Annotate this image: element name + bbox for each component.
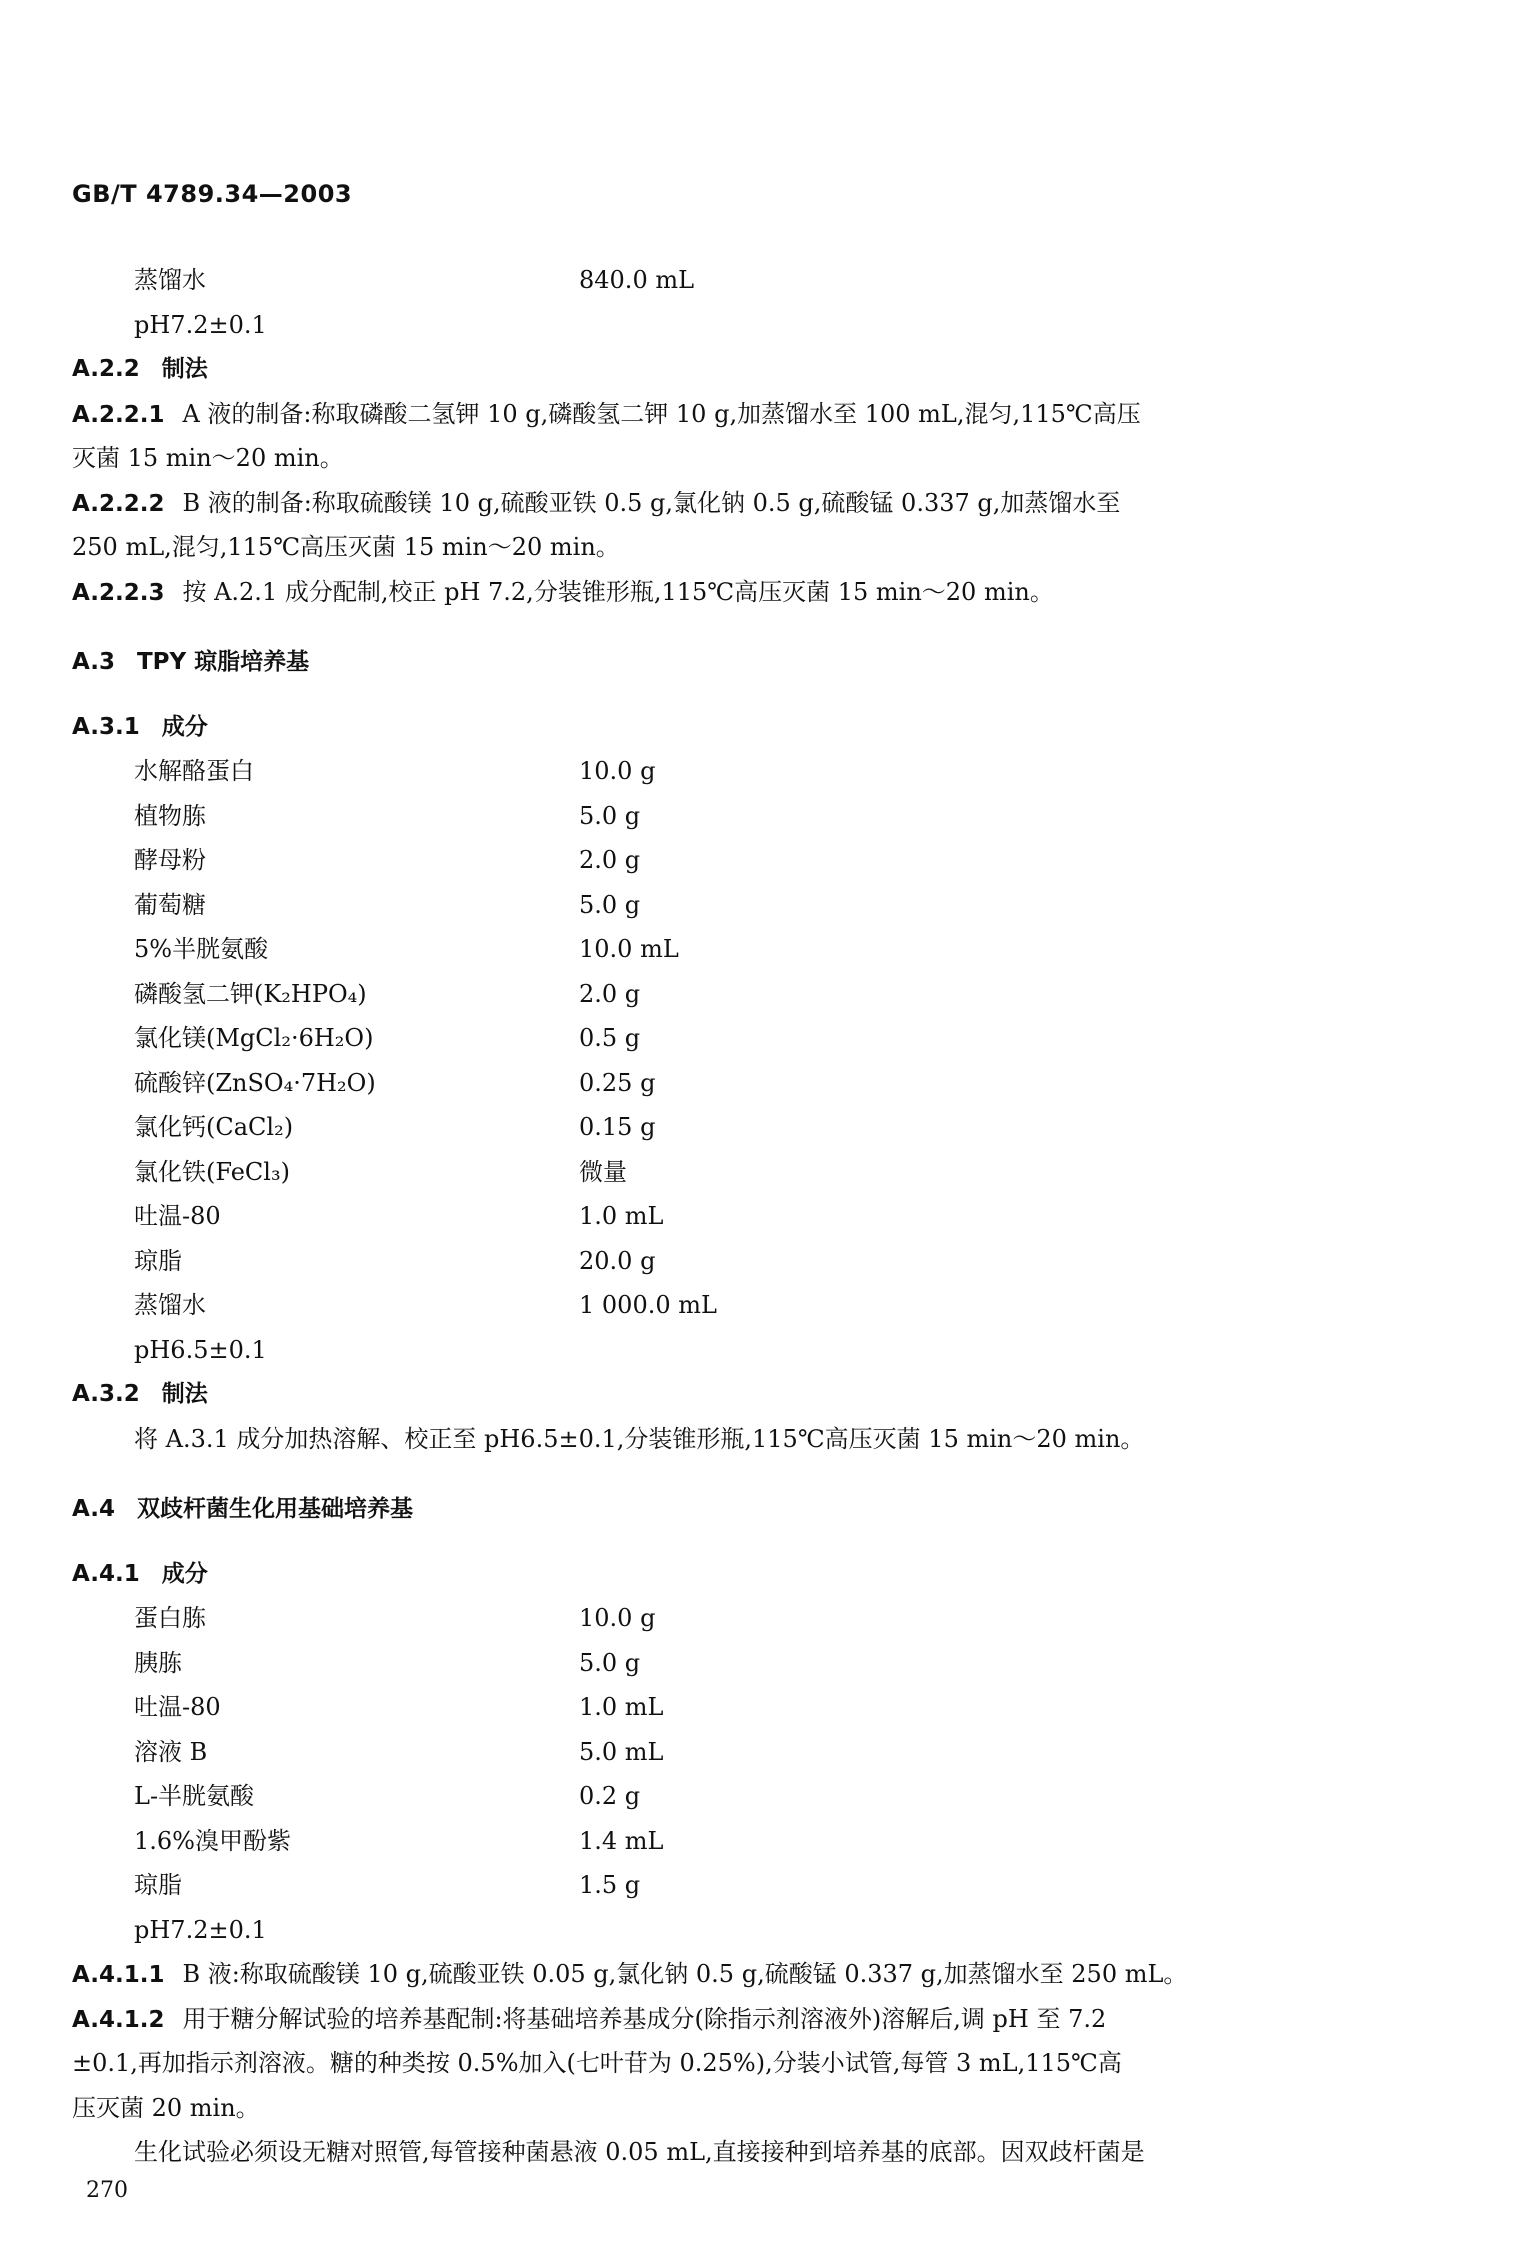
- ingredient-amount: 微量: [579, 1157, 627, 1186]
- ingredient-amount: 0.5 g: [579, 1024, 641, 1052]
- clause-continuation: 250 mL,混匀,115℃高压灭菌 15 min～20 min。: [72, 533, 620, 561]
- ingredient-row: [72, 1283, 1412, 1328]
- ingredient-name: 蒸馏水: [134, 266, 206, 294]
- clause-paragraph: [72, 392, 1412, 437]
- clause-text: B 液:称取硫酸镁 10 g,硫酸亚铁 0.05 g,氯化钠 0.5 g,硫酸锰 0.337 g,加蒸馏水至 250 mL。: [182, 1960, 1188, 1988]
- ingredient-amount: 2.0 g: [579, 846, 641, 874]
- ingredient-name: 蒸馏水: [134, 1291, 206, 1319]
- clause-number: A.4.1.1: [72, 1962, 165, 1988]
- section-heading: [72, 640, 1412, 685]
- ph-value: pH6.5±0.1: [134, 1335, 267, 1364]
- ingredient-name: 氯化钙(CaCl₂): [134, 1113, 294, 1141]
- clause-number: A.2.2.3: [72, 579, 165, 606]
- section-title: 双歧杆菌生化用基础培养基: [136, 1496, 413, 1522]
- ingredient-row: [72, 838, 1412, 883]
- ingredient-row: [72, 1641, 1412, 1686]
- ingredient-amount: 10.0 g: [579, 1604, 656, 1632]
- ingredient-name: 氯化镁(MgCl₂·6H₂O): [134, 1024, 374, 1052]
- clause-number: A.2.2.1: [72, 401, 165, 428]
- clause-continuation: 灭菌 15 min～20 min。: [72, 444, 344, 472]
- ingredient-amount: 1.0 mL: [579, 1202, 664, 1230]
- ingredient-name: 硫酸锌(ZnSO₄·7H₂O): [134, 1068, 376, 1097]
- clause-number: A.4.1.2: [72, 2006, 165, 2033]
- ingredient-row: [72, 1596, 1412, 1641]
- section-number: A.3: [72, 649, 115, 675]
- heading-number: A.4.1: [72, 1560, 140, 1587]
- ingredient-amount: 5.0 g: [579, 890, 641, 919]
- ingredient-row: [72, 1819, 1412, 1864]
- ingredient-row: [72, 1774, 1412, 1819]
- ingredient-amount: 0.25 g: [579, 1068, 656, 1097]
- ingredient-name: 溶液 B: [134, 1737, 208, 1766]
- ingredient-list: [72, 1596, 1412, 1908]
- section-title: TPY 琼脂培养基: [136, 649, 310, 675]
- ingredient-row: [72, 1016, 1412, 1061]
- ingredient-name: L-半胱氨酸: [134, 1782, 255, 1810]
- ingredient-name: 琼脂: [134, 1871, 182, 1899]
- ingredient-name: 胰胨: [134, 1648, 182, 1677]
- subsection-heading: [72, 1372, 1412, 1417]
- ingredient-amount: 5.0 mL: [579, 1737, 664, 1766]
- subsection-heading: [72, 1552, 1412, 1597]
- ingredient-name: 水解酪蛋白: [134, 757, 254, 785]
- ingredient-amount: 0.2 g: [579, 1782, 641, 1810]
- heading-number: A.3.2: [72, 1381, 140, 1407]
- ingredient-row: [72, 749, 1412, 794]
- clause-continuation: ±0.1,再加指示剂溶液。糖的种类按 0.5%加入(七叶苷为 0.25%),分装小试管,每管 3 mL,115℃高: [72, 2049, 1122, 2077]
- ingredient-amount: 20.0 g: [579, 1246, 656, 1275]
- ingredient-row: [72, 1863, 1412, 1908]
- ingredient-amount: 2.0 g: [579, 979, 641, 1008]
- heading-title: 成分: [161, 1560, 208, 1587]
- body-paragraph: 生化试验必须设无糖对照管,每管接种菌悬液 0.05 mL,直接接种到培养基的底部。因双歧杆菌是: [134, 2138, 1145, 2166]
- ingredient-amount: 10.0 mL: [579, 935, 679, 963]
- heading-number: A.2.2: [72, 356, 140, 382]
- ingredient-name: 吐温-80: [134, 1693, 221, 1721]
- ingredient-row: [72, 1685, 1412, 1730]
- ingredient-name: 氯化铁(FeCl₃): [134, 1157, 290, 1186]
- section-heading: [72, 1487, 1412, 1532]
- document-body: [72, 258, 1412, 2175]
- page-number: 270: [86, 2178, 128, 2203]
- subsection-heading: [72, 705, 1412, 750]
- ph-value: pH7.2±0.1: [134, 1915, 267, 1944]
- ingredient-name: 蛋白胨: [134, 1604, 206, 1632]
- section-number: A.4: [72, 1496, 115, 1522]
- ingredient-amount: 840.0 mL: [579, 266, 695, 294]
- clause-text: 按 A.2.1 成分配制,校正 pH 7.2,分装锥形瓶,115℃高压灭菌 15 min～20 min。: [182, 577, 1054, 606]
- ingredient-amount: 1 000.0 mL: [579, 1291, 717, 1319]
- ingredient-row: [72, 1730, 1412, 1775]
- ingredient-row: [72, 1239, 1412, 1284]
- ingredient-amount: 10.0 g: [579, 757, 656, 785]
- ingredient-row: [72, 883, 1412, 928]
- ingredient-name: 1.6%溴甲酚紫: [134, 1826, 291, 1855]
- clause-paragraph: [72, 1952, 1412, 1997]
- heading-title: 制法: [161, 356, 208, 382]
- ingredient-row: [72, 1061, 1412, 1106]
- heading-title: 制法: [161, 1381, 208, 1407]
- ingredient-amount: 1.0 mL: [579, 1693, 664, 1721]
- ingredient-amount: 5.0 g: [579, 801, 641, 830]
- subsection-heading: [72, 347, 1412, 392]
- ingredient-amount: 1.4 mL: [579, 1826, 664, 1855]
- clause-text: A 液的制备:称取磷酸二氢钾 10 g,磷酸氢二钾 10 g,加蒸馏水至 100 mL,混匀,115℃高压: [182, 399, 1141, 428]
- ingredient-name: 磷酸氢二钾(K₂HPO₄): [134, 979, 367, 1008]
- clause-paragraph: [72, 481, 1412, 526]
- heading-number: A.3.1: [72, 713, 140, 740]
- clause-text: 用于糖分解试验的培养基配制:将基础培养基成分(除指示剂溶液外)溶解后,调 pH 至 7.2: [182, 2004, 1107, 2033]
- clause-text: B 液的制备:称取硫酸镁 10 g,硫酸亚铁 0.5 g,氯化钠 0.5 g,硫酸锰 0.337 g,加蒸馏水至: [182, 488, 1121, 517]
- clause-number: A.2.2.2: [72, 490, 165, 517]
- ingredient-row: [72, 1105, 1412, 1150]
- ingredient-name: 5%半胱氨酸: [134, 935, 269, 963]
- ingredient-list: [72, 749, 1412, 1328]
- method-text: 将 A.3.1 成分加热溶解、校正至 pH6.5±0.1,分装锥形瓶,115℃高压灭菌 15 min～20 min。: [134, 1424, 1145, 1453]
- clause-paragraph: [72, 570, 1412, 615]
- standard-code: GB/T 4789.34—2003: [72, 180, 353, 208]
- ingredient-row: [72, 927, 1412, 972]
- heading-title: 成分: [161, 713, 208, 740]
- ingredient-name: 吐温-80: [134, 1202, 221, 1230]
- ingredient-amount: 1.5 g: [579, 1871, 641, 1899]
- clause-paragraph: [72, 1997, 1412, 2042]
- clause-continuation: 压灭菌 20 min。: [72, 2093, 260, 2122]
- ingredient-row: [72, 1150, 1412, 1195]
- ingredient-name: 酵母粉: [134, 846, 206, 874]
- ingredient-amount: 5.0 g: [579, 1648, 641, 1677]
- ingredient-row: [72, 794, 1412, 839]
- ingredient-row: [72, 258, 1412, 303]
- ingredient-row: [72, 972, 1412, 1017]
- ingredient-name: 葡萄糖: [134, 890, 206, 919]
- ingredient-amount: 0.15 g: [579, 1113, 656, 1141]
- ingredient-row: [72, 1194, 1412, 1239]
- ph-value: pH7.2±0.1: [134, 310, 267, 339]
- ingredient-name: 植物胨: [134, 801, 206, 830]
- ingredient-name: 琼脂: [134, 1246, 182, 1275]
